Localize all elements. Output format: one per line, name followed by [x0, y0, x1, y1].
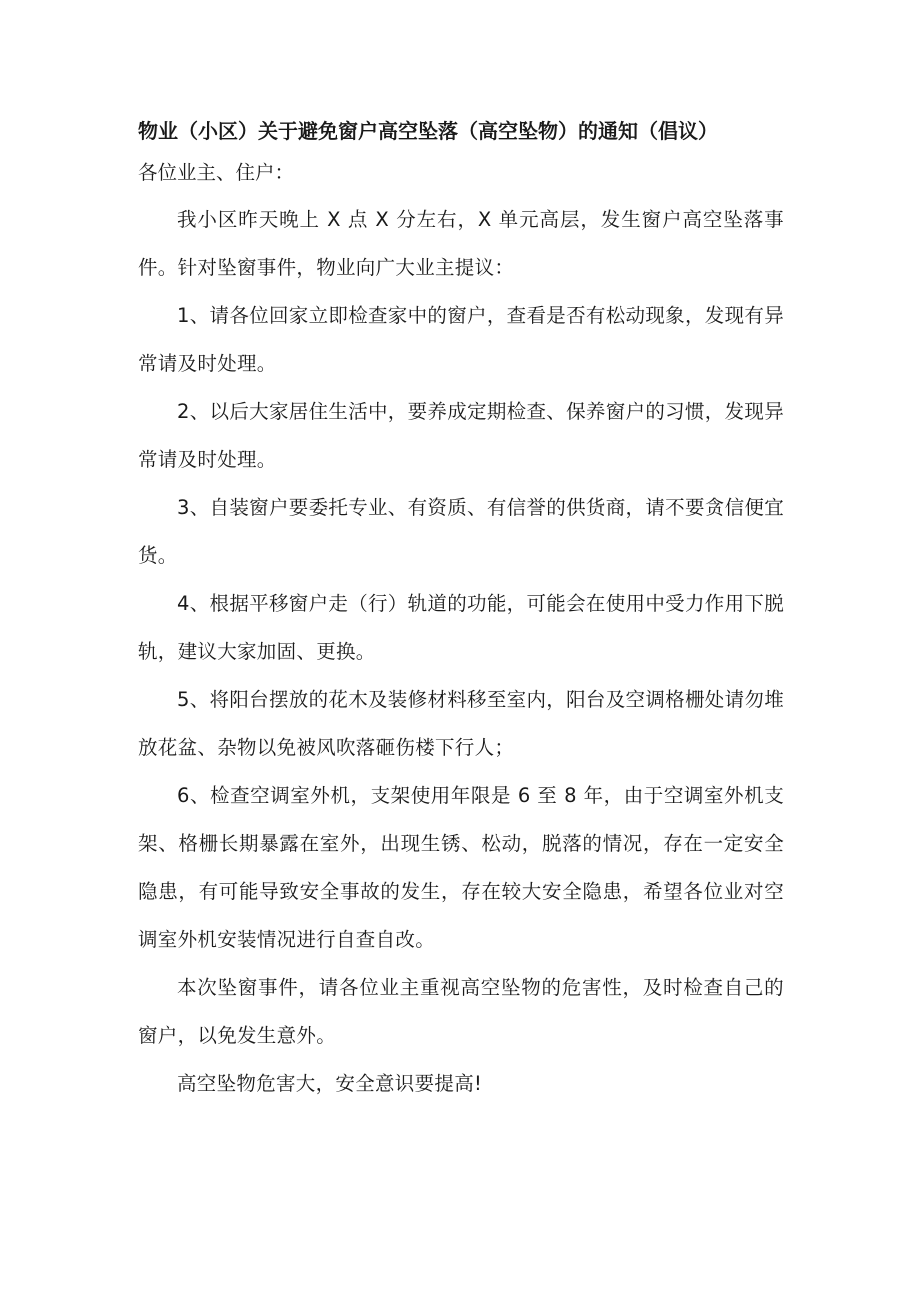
item-paragraph-2: 2、以后大家居住生活中，要养成定期检查、保养窗户的习惯，发现异常请及时处理。 [138, 400, 784, 471]
slogan: 高空坠物危害大，安全意识要提高! [177, 1072, 483, 1095]
salutation: 各位业主、住户： [138, 161, 295, 184]
notice-body [138, 116, 784, 1108]
item-paragraph-6: 6、检查空调室外机，支架使用年限是 6 至 8 年，由于空调室外机支架、格栅长期暴露在室外，出现生锈、松动，脱落的情况，存在一定安全隐患，有可能导致安全事故的发生，存在较大安全隐患，希望各位业对空调室外机安装情况进行自查自改。 [138, 784, 784, 951]
item-paragraph-5: 5、将阳台摆放的花木及装修材料移至室内，阳台及空调格栅处请勿堆放花盆、杂物以免被风吹落砸伤楼下行人； [138, 688, 784, 759]
item-paragraph-1: 1、请各位回家立即检查家中的窗户，查看是否有松动现象，发现有异常请及时处理。 [138, 304, 784, 375]
closing-paragraph: 本次坠窗事件，请各位业主重视高空坠物的危害性，及时检查自己的窗户，以免发生意外。 [138, 976, 784, 1047]
item-paragraph-4: 4、根据平移窗户走（行）轨道的功能，可能会在使用中受力作用下脱轨，建议大家加固、更换。 [138, 592, 784, 663]
intro-paragraph: 我小区昨天晚上 X 点 X 分左右，X 单元高层，发生窗户高空坠落事件。针对坠窗事件，物业向广大业主提议： [138, 208, 784, 279]
item-paragraph-3: 3、自装窗户要委托专业、有资质、有信誉的供货商，请不要贪信便宜货。 [138, 496, 784, 567]
notice-title: 物业（小区）关于避免窗户高空坠落（高空坠物）的通知（倡议） [138, 119, 718, 143]
